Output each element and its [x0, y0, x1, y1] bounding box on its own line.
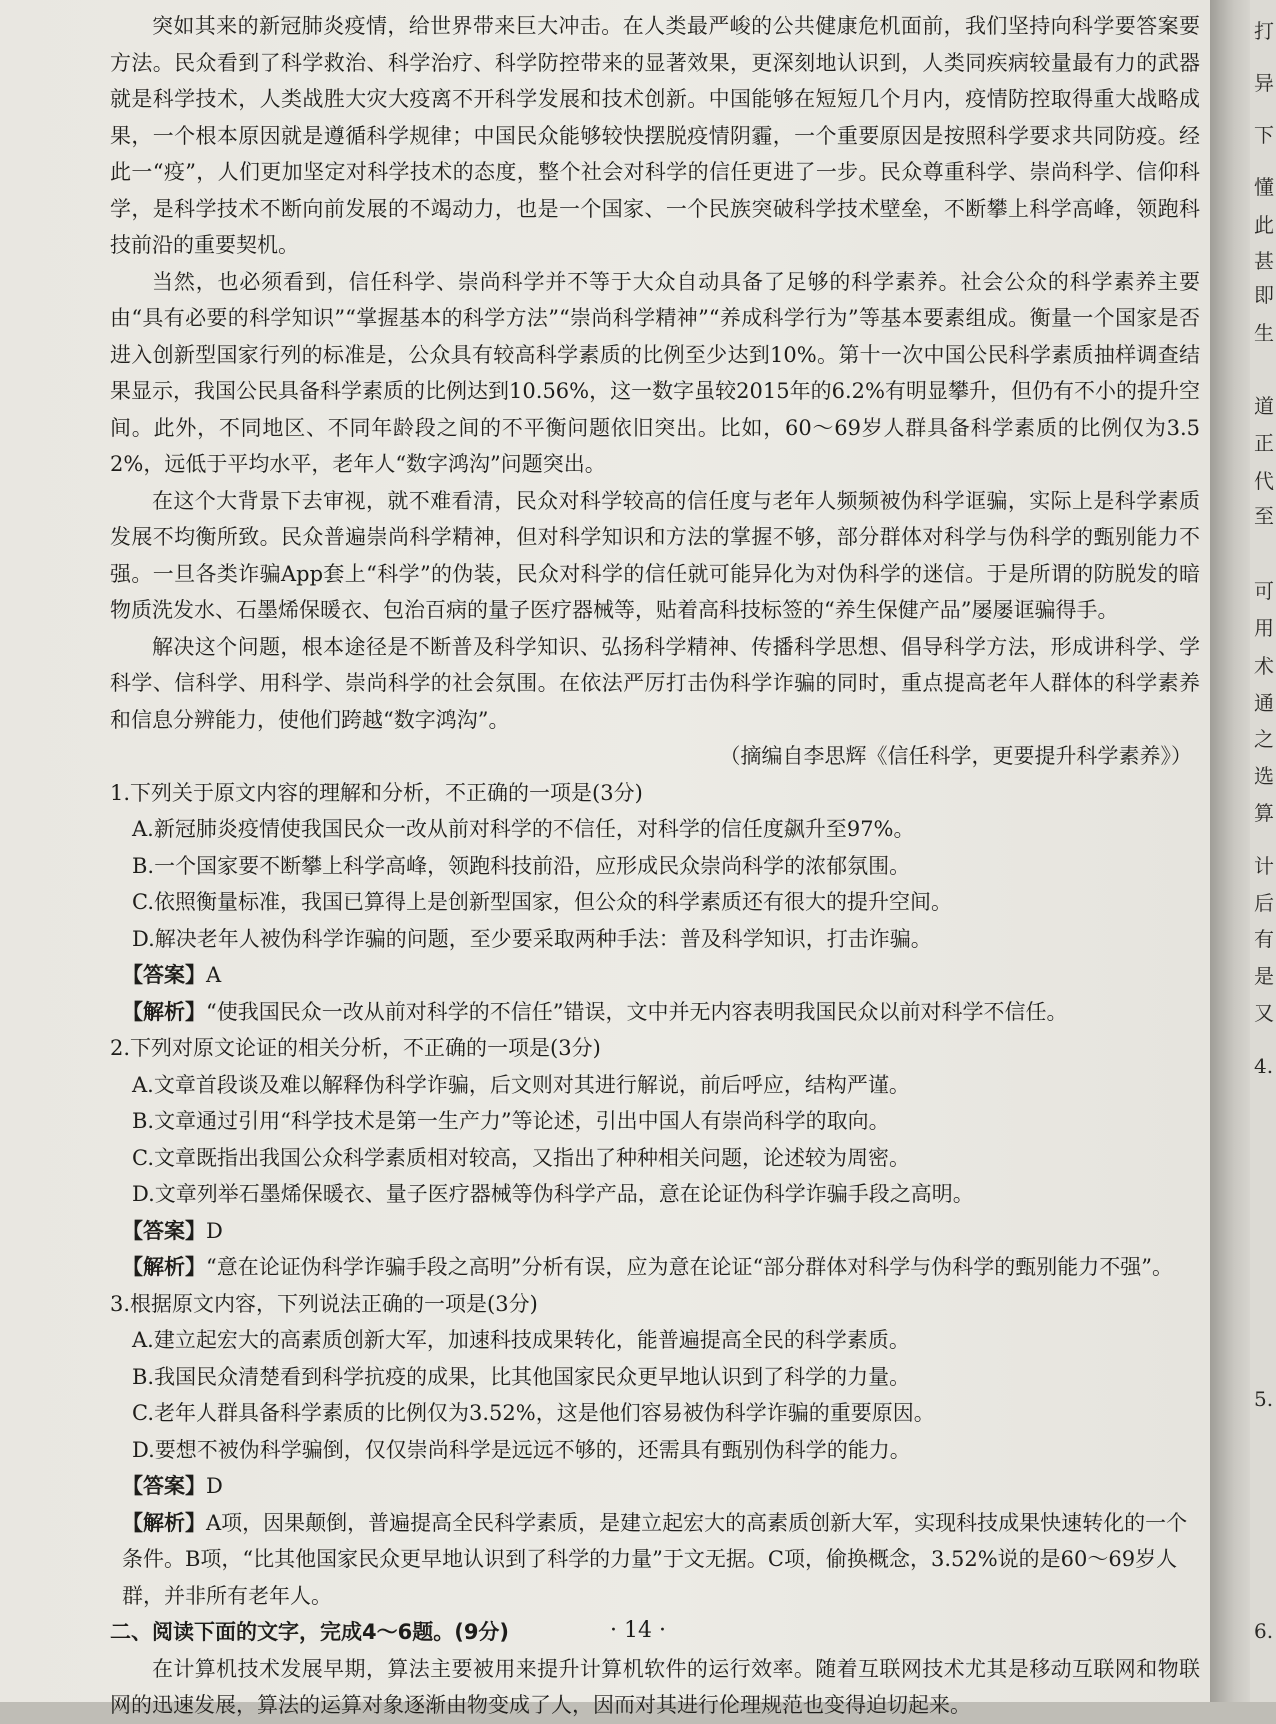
- section-paragraph: 在计算机技术发展早期，算法主要被用来提升计算机软件的运行效率。随着互联网技术尤其是移动互联网和物联网的迅速发展，算法的运算对象逐渐由物变成了人，因而对其进行伦理规范也变得迫切起来。: [110, 1656, 1200, 1717]
- adjacent-page-char: 是: [1254, 964, 1274, 988]
- passage-paragraph: 解决这个问题，根本途径是不断普及科学知识、弘扬科学精神、传播科学思想、倡导科学方法，形成讲科学、学科学、信科学、用科学、崇尚科学的社会氛围。在依法严厉打击伪科学诈骗的同时，重点提高老年人群体的科学素养和信息分辨能力，使他们跨越“数字鸿沟”。: [110, 634, 1200, 732]
- answer-value: D: [206, 1474, 223, 1498]
- option-d: D.解决老年人被伪科学诈骗的问题，至少要采取两种手法：普及科学知识，打击诈骗。: [132, 926, 932, 951]
- adjacent-page-char: 打: [1254, 19, 1274, 43]
- adjacent-page-char: 懂: [1254, 175, 1274, 199]
- adjacent-page-char: 用: [1254, 616, 1274, 640]
- adjacent-page-char: 有: [1254, 927, 1274, 951]
- answer-label: 【答案】: [122, 1217, 206, 1243]
- page-content: [110, 8, 1200, 1724]
- adjacent-page-char: 计: [1254, 854, 1274, 878]
- passage-source: （摘编自李思辉《信任科学，更要提升科学素养》）: [719, 744, 1192, 768]
- adjacent-page-char: 甚: [1254, 249, 1274, 273]
- question-1: [110, 775, 1200, 1031]
- adjacent-page-char: 4.: [1254, 1054, 1274, 1078]
- adjacent-page-char: 术: [1254, 654, 1274, 678]
- answer-value: A: [206, 963, 222, 987]
- option-a: A.文章首段谈及难以解释伪科学诈骗，后文则对其进行解说，前后呼应，结构严谨。: [132, 1072, 910, 1097]
- answer-line: [110, 957, 1200, 994]
- book-gutter: [1210, 0, 1250, 1702]
- question-2: [110, 1030, 1200, 1286]
- option-c: C.依照衡量标准，我国已算得上是创新型国家，但公众的科学素质还有很大的提升空间。: [132, 890, 952, 914]
- answer-label: 【答案】: [122, 962, 206, 987]
- adjacent-page-char: 至: [1254, 504, 1274, 528]
- analysis-label: 【解析】: [122, 1254, 206, 1279]
- option-c: C.文章既指出我国公众科学素质相对较高，又指出了种种相关问题，论述较为周密。: [132, 1145, 910, 1170]
- passage-paragraph: 当然，也必须看到，信任科学、崇尚科学并不等于大众自动具备了足够的科学素养。社会公众的科学素养主要由“具有必要的科学知识”“掌握基本的科学方法”“崇尚科学精神”“养成科学行为”等基本要素组成。衡量一个国家是否进入创新型国家行列的标准是，公众具有较高科学素质的比例至少达到10%。第十一次中国公民科学素质抽样调查结果显示，我国公民具备科学素质的比例达到10.56%，这一数字虽较2015年的6.2%有明显攀升，但仍有不小的提升空间。此外，不同地区、不同年龄段之间的不平衡问题依旧突出。比如，60～69岁人群具备科学素质的比例仅为3.52%，远低于平均水平，老年人“数字鸿沟”问题突出。: [110, 269, 1200, 476]
- answer-line: [110, 1213, 1200, 1250]
- question-stem: 2.下列对原文论证的相关分析，不正确的一项是(3分): [110, 1036, 601, 1060]
- option-d: D.要想不被伪科学骗倒，仅仅崇尚科学是远远不够的，还需具有甄别伪科学的能力。: [132, 1437, 911, 1462]
- adjacent-page-char: 5.: [1254, 1387, 1274, 1411]
- passage-paragraph: 在这个大背景下去审视，就不难看清，民众对科学较高的信任度与老年人频频被伪科学诓骗，实际上是科学素质发展不均衡所致。民众普遍崇尚科学精神，但对科学知识和方法的掌握不够，部分群体对科学与伪科学的甄别能力不强。一旦各类诈骗App套上“科学”的伪装，民众对科学的信任就可能异化为对伪科学的迷信。于是所谓的防脱发的暗物质洗发水、石墨烯保暖衣、包治百病的量子医疗器械等，贴着高科技标签的“养生保健产品”屡屡诓骗得手。: [110, 488, 1200, 622]
- adjacent-page-char: 即: [1254, 283, 1274, 307]
- analysis-text: “意在论证伪科学诈骗手段之高明”分析有误，应为意在论证“部分群体对科学与伪科学的甄别能力不强”。: [206, 1255, 1173, 1279]
- analysis-label: 【解析】: [122, 1509, 206, 1535]
- adjacent-page-edge: [1250, 0, 1276, 1702]
- adjacent-page-char: 可: [1254, 579, 1274, 603]
- adjacent-page-char: 道: [1254, 394, 1274, 418]
- analysis-text: A项，因果颠倒，普遍提高全民科学素质，是建立起宏大的高素质创新大军，实现科技成果快速转化的一个条件。B项，“比其他国家民众更早地认识到了科学的力量”于文无据。C项，偷换概念，3.52%说的是60～69岁人群，并非所有老年人。: [122, 1510, 1188, 1608]
- analysis-line: [110, 994, 1200, 1031]
- answer-value: D: [206, 1218, 223, 1243]
- option-c: C.老年人群具备科学素质的比例仅为3.52%，这是他们容易被伪科学诈骗的重要原因。: [132, 1401, 935, 1425]
- adjacent-page-char: 后: [1254, 891, 1274, 915]
- adjacent-page-char: 算: [1254, 801, 1274, 825]
- question-3: [110, 1286, 1200, 1615]
- option-b: B.一个国家要不断攀上科学高峰，领跑科技前沿，应形成民众崇尚科学的浓郁氛围。: [132, 853, 911, 878]
- adjacent-page-char: 正: [1254, 431, 1274, 455]
- analysis-text: “使我国民众一改从前对科学的不信任”错误，文中并无内容表明我国民众以前对科学不信任。: [206, 999, 1068, 1024]
- option-a: A.新冠肺炎疫情使我国民众一改从前对科学的不信任，对科学的信任度飙升至97%。: [132, 817, 915, 841]
- adjacent-page-char: 异: [1254, 71, 1274, 95]
- option-a: A.建立起宏大的高素质创新大军，加速科技成果转化，能普遍提高全民的科学素质。: [132, 1328, 910, 1352]
- analysis-line: [110, 1505, 1200, 1615]
- passage-paragraph: 突如其来的新冠肺炎疫情，给世界带来巨大冲击。在人类最严峻的公共健康危机面前，我们坚持向科学要答案要方法。民众看到了科学救治、科学治疗、科学防控带来的显著效果，更深刻地认识到，人类同疾病较量最有力的武器就是科学技术，人类战胜大灾大疫离不开科学发展和技术创新。中国能够在短短几个月内，疫情防控取得重大战略成果，一个根本原因就是遵循科学规律；中国民众能够较快摆脱疫情阴霾，一个重要原因是按照科学要求共同防疫。经此一“疫”，人们更加坚定对科学技术的态度，整个社会对科学的信任更进了一步。民众尊重科学、崇尚科学、信仰科学，是科学技术不断向前发展的不竭动力，也是一个国家、一个民族突破科学技术壁垒，不断攀上科学高峰，领跑科技前沿的重要契机。: [110, 14, 1200, 257]
- adjacent-page-char: 之: [1254, 727, 1274, 751]
- adjacent-page-char: 通: [1254, 691, 1274, 715]
- option-d: D.文章列举石墨烯保暖衣、量子医疗器械等伪科学产品，意在论证伪科学诈骗手段之高明。: [132, 1182, 974, 1206]
- analysis-line: [110, 1249, 1200, 1286]
- adjacent-page-char: 下: [1254, 123, 1274, 147]
- adjacent-page-char: 此: [1254, 213, 1274, 237]
- page-number: · 14 ·: [610, 1618, 666, 1643]
- adjacent-page-char: 又: [1254, 1001, 1274, 1025]
- question-stem: 3.根据原文内容，下列说法正确的一项是(3分): [110, 1291, 538, 1316]
- adjacent-page-char: 6.: [1254, 1619, 1274, 1643]
- analysis-label: 【解析】: [122, 998, 206, 1024]
- adjacent-page-char: 代: [1254, 469, 1274, 493]
- adjacent-page-char: 生: [1254, 321, 1274, 345]
- answer-label: 【答案】: [122, 1473, 206, 1498]
- section-heading: 二、阅读下面的文字，完成4～6题。(9分): [110, 1620, 510, 1644]
- option-b: B.文章通过引用“科学技术是第一生产力”等论述，引出中国人有崇尚科学的取向。: [132, 1109, 890, 1133]
- adjacent-page-char: 选: [1254, 764, 1274, 788]
- answer-line: [110, 1468, 1200, 1505]
- option-b: B.我国民众清楚看到科学抗疫的成果，比其他国家民众更早地认识到了科学的力量。: [132, 1364, 911, 1389]
- question-stem: 1.下列关于原文内容的理解和分析，不正确的一项是(3分): [110, 780, 643, 805]
